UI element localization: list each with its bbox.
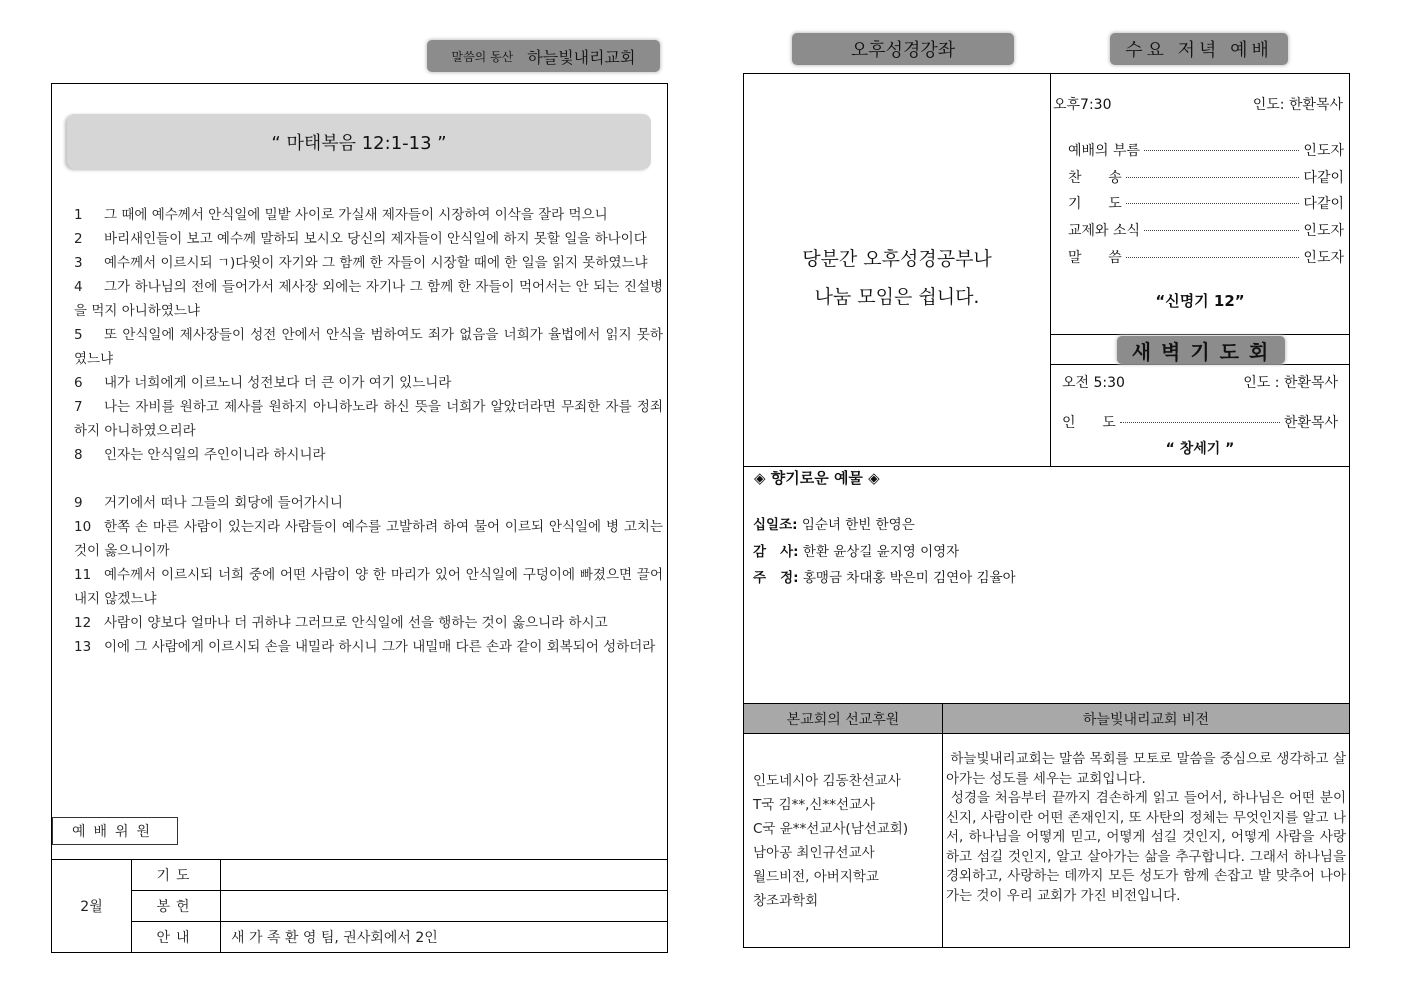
program-item: 예배의 부름 인도자	[1068, 143, 1344, 159]
offering-row: 주 정: 홍맹금 차대홍 박은미 김연아 김율아	[753, 570, 1016, 586]
scripture-verses	[74, 203, 663, 659]
list-item: 월드비전, 아버지학교	[753, 869, 879, 885]
church-motto: 말씀의 동산	[451, 49, 514, 64]
duty-role: 기도	[132, 860, 221, 891]
dawn-time-row	[1062, 372, 1338, 392]
table-row	[52, 891, 668, 922]
dawn-book: “ 창세기 ”	[1165, 441, 1235, 457]
duty-value	[221, 891, 668, 922]
list-item: 창조과학회	[753, 893, 819, 909]
offering-heading: ◈ 향기로운 예물 ◈	[754, 469, 880, 487]
church-name: 하늘빛내리교회	[527, 47, 636, 67]
duty-role: 안내	[132, 922, 221, 953]
verse: 10 한쪽 손 마른 사람이 있는지라 사람들이 예수를 고발하려 하여 물어 이르되 안식일에 병 고치는 것이 옳으니이까	[74, 519, 663, 559]
wednesday-sermon-title: “신명기 12”	[1155, 292, 1245, 310]
program-item: 말 씀 인도자	[1068, 249, 1344, 266]
afternoon-study-title: 오후성경강좌	[792, 33, 1014, 65]
verse: 7 나는 자비를 원하고 제사를 원하지 아니하노라 하신 뜻을 너희가 알았더라면 무죄한 자를 정죄하지 아니하였으리라	[74, 399, 663, 439]
program-item: 교제와 소식 인도자	[1068, 223, 1344, 240]
worship-committee-label: 예배위원	[52, 817, 178, 845]
vision-cell	[943, 734, 1350, 948]
duty-value	[221, 860, 668, 891]
wednesday-leader: 인도: 한환목사	[1252, 97, 1343, 113]
dawn-time: 오전 5:30	[1062, 375, 1125, 391]
wednesday-program	[1068, 140, 1344, 273]
table-row	[52, 922, 668, 953]
afternoon-study-notice: 당분간 오후성경공부나 나눔 모임은 쉽니다.	[802, 248, 992, 308]
church-name-badge	[427, 40, 660, 72]
dawn-leader: 인도 : 한환목사	[1243, 375, 1338, 391]
offering-row: 십일조: 임순녀 한빈 한영은	[753, 517, 915, 533]
program-item: 찬 송 다같이	[1068, 169, 1344, 186]
list-item: T국 김**,신**선교사	[753, 797, 876, 813]
duty-month: 2월	[52, 860, 132, 953]
missions-vision-table	[743, 703, 1350, 948]
verse: 11 예수께서 이르시되 너희 중에 어떤 사람이 양 한 마리가 있어 안식일에 구덩이에 빠졌으면 끌어내지 않겠느냐	[74, 567, 663, 607]
offering-row: 감 사: 한환 윤상길 윤지영 이영자	[753, 543, 960, 560]
verse: 12 사람이 양보다 얼마나 더 귀하냐 그러므로 안식일에 선을 행하는 것이 옳으니라 하시고	[74, 615, 608, 631]
list-item: C국 윤**선교사(남선교회)	[753, 821, 909, 837]
wednesday-time-row	[1053, 94, 1343, 114]
duty-value: 새 가 족 환 영 팀, 권사회에서 2인	[221, 922, 668, 953]
verse: 3 예수께서 이르시되 ㄱ)다윗이 자기와 그 함께 한 자들이 시장할 때에 한 일을 읽지 못하였느냐	[74, 255, 648, 271]
missions-list	[744, 734, 942, 913]
scripture-title: “ 마태복음 12:1-13 ”	[67, 114, 651, 169]
vision-header: 하늘빛내리교회 비전	[943, 704, 1350, 734]
duty-role: 봉헌	[132, 891, 221, 922]
wednesday-time: 오후7:30	[1053, 97, 1112, 113]
verse: 9 거기에서 떠나 그들의 회당에 들어가시니	[74, 495, 343, 511]
list-item: 인도네시아 김동찬선교사	[753, 773, 901, 789]
verse: 13 이에 그 사람에게 이르시되 손을 내밀라 하시니 그가 내밀매 다른 손과 같이 회복되어 성하더라	[74, 639, 656, 655]
missions-header: 본교회의 선교후원	[744, 704, 943, 734]
missions-cell	[744, 734, 943, 948]
divider	[1050, 73, 1051, 466]
dawn-leader-row: 인 도 한환목사	[1062, 415, 1338, 431]
dawn-prayer-title: 새벽기도회	[1117, 336, 1285, 364]
vision-text: 하늘빛내리교회는 말씀 목회를 모토로 말씀을 중심으로 생각하고 살아가는 성도를 세우는 교회입니다. 성경을 처음부터 끝까지 겸손하게 읽고 들어서, 하나님은 어떤 분이신지, 사람이란 어떤 존재인지, 또 사탄의 정체는 무엇인지를 알고 나서, 하나님을 어떻게 믿고, 어떻게 섬길 것인지, 어떻게 사람을 사랑하고 섬길 것인지, 알고 살아가는 삶을 추구합니다. 그래서 하나님을 경외하고, 사랑하는 데까지 모든 성도가 함께 손잡고 발 맞추어 나아가는 것이 우리 교회가 가진 비전입니다.	[946, 751, 1351, 904]
verse: 8 인자는 안식일의 주인이니라 하시니라	[74, 447, 326, 463]
wednesday-service-title: 수요 저녁 예배	[1110, 33, 1288, 65]
worship-duty-table	[51, 859, 668, 953]
verse: 6 내가 너희에게 이르노니 성전보다 더 큰 이가 여기 있느니라	[74, 375, 452, 391]
verse: 2 바리새인들이 보고 예수께 말하되 보시오 당신의 제자들이 안식일에 하지 못할 일을 하나이다	[74, 231, 647, 247]
verse: 1 그 때에 예수께서 안식일에 밀밭 사이로 가실새 제자들이 시장하여 이삭을 잘라 먹으니	[74, 207, 608, 223]
program-item: 기 도 다같이	[1068, 196, 1344, 213]
verse: 5 또 안식일에 제사장들이 성전 안에서 안식을 범하여도 죄가 없음을 너희가 율법에서 읽지 못하였느냐	[74, 327, 663, 367]
list-item: 남아공 최인규선교사	[753, 845, 875, 861]
table-row	[52, 860, 668, 891]
offering-list	[753, 512, 1016, 592]
verse: 4 그가 하나님의 전에 들어가서 제사장 외에는 자기나 그 함께 한 자들이 먹어서는 안 되는 진설병을 먹지 아니하였느냐	[74, 279, 663, 319]
